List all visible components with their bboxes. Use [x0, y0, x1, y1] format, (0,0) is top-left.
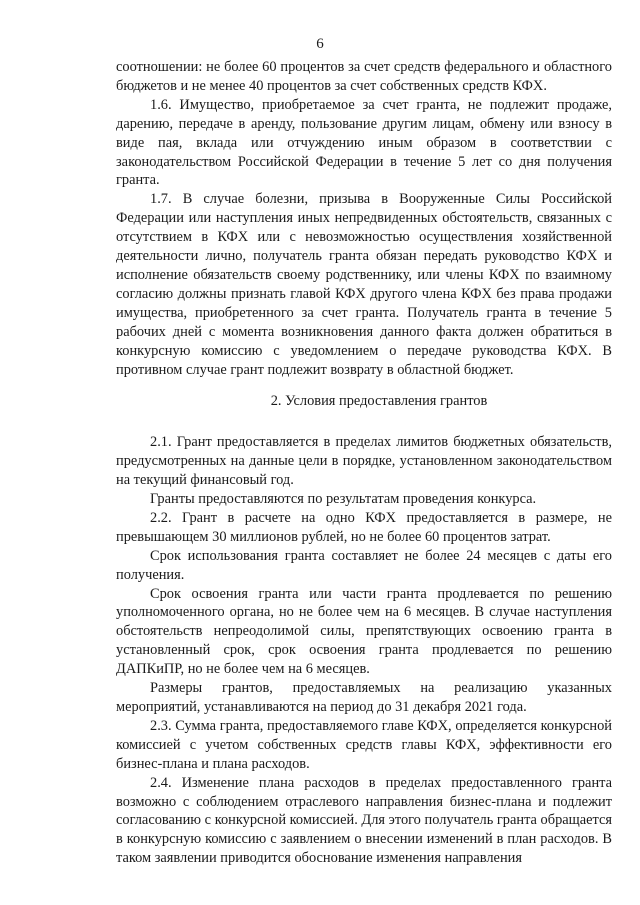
paragraph-1-7: 1.7. В случае болезни, призыва в Вооруженные Силы Российской Федерации или наступления иных непредвиденных обстоятельств, связанных с отсутствием в КФХ или с невозможностью осуществления хозяйственной деятельности лично, получатель гранта обязан передать руководство КФХ и исполнение обязательств своему родственнику, или члены КФХ по взаимному согласию должны признать главой КФХ другого члена КФХ без права продажи имущества, приобретенного за счет гранта. Получатель гранта в течение 5 рабочих дней с момента возникновения данного факта должен обратиться в конкурсную комиссию с уведомлением о передаче руководства КФХ. В противном случае грант подлежит возврату в областной бюджет. — [116, 191, 612, 378]
paragraph-development-term: Срок освоения гранта или части гранта продлевается по решению уполномоченного органа, но не более чем на 6 месяцев. В случае наступления обстоятельств непреодолимой силы, препятствующих освоению гранта в установленный срок, срок освоения гранта продлевается по решению ДАПКиПР, но не более чем на 6 месяцев. — [116, 585, 612, 678]
paragraph-continuation: соотношении: не более 60 процентов за счет средств федерального и областного бюджетов и не менее 40 процентов за счет собственных средств КФХ. — [116, 59, 612, 94]
paragraph-grant-sizes: Размеры грантов, предоставляемых на реализацию указанных мероприятий, устанавливаются на период до 31 декабря 2021 года. — [116, 680, 612, 715]
paragraph-grants-contest: Гранты предоставляются по результатам проведения конкурса. — [150, 491, 537, 508]
paragraph-2-1: 2.1. Грант предоставляется в пределах лимитов бюджетных обязательств, предусмотренных на данные цели в порядке, установленном законодательством на текущий финансовый год. — [116, 434, 612, 489]
paragraph-2-3: 2.3. Сумма гранта, предоставляемого главе КФХ, определяется конкурсной комиссией с учетом собственных средств главы КФХ, эффективности его бизнес-плана и плана расходов. — [116, 717, 612, 772]
paragraph-2-2: 2.2. Грант в расчете на одно КФХ предоставляется в размере, не превышающем 30 миллионов рублей, но не более 60 процентов затрат. — [116, 509, 612, 545]
page-number: 6 — [316, 36, 324, 52]
paragraph-1-6: 1.6. Имущество, приобретаемое за счет гранта, не подлежит продаже, дарению, передаче в аренду, пользование другим лицам, обмену или взносу в виде пая, вклада или отчуждению иным образом в соответствии с законодательством Российской Федерации в течение 5 лет со дня получения гранта. — [116, 96, 612, 189]
paragraph-2-4: 2.4. Изменение плана расходов в пределах предоставленного гранта возможно с соблюдением отраслевого направления бизнес-плана и подлежит согласованию с конкурсной комиссией. Для этого получатель гранта обращается в конкурсную комиссию с заявлением о внесении изменений в план расходов. В таком заявлении приводится обоснование изменения направления — [116, 774, 612, 867]
paragraph-usage-term: Срок использования гранта составляет не более 24 месяцев с даты его получения. — [116, 547, 612, 583]
section-heading: 2. Условия предоставления грантов — [270, 393, 488, 410]
document-body — [116, 58, 612, 868]
